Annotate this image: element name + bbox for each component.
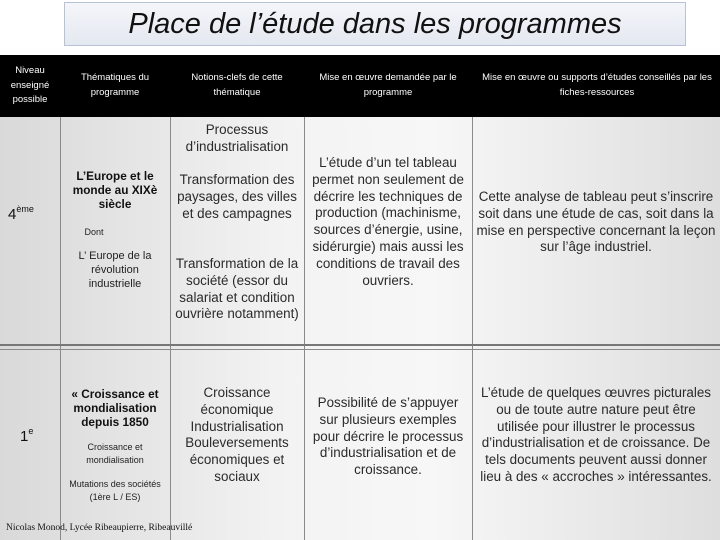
notions-1ere: Croissance économique Industrialisation Bouleversements économiques et sociaux — [185, 385, 289, 484]
notion-transformation-societe: Transformation de la société (essor du salariat et condition ouvrière notamment) — [175, 256, 299, 322]
theme-europe-revolution: L’ Europe de la révolution industrielle — [78, 250, 152, 290]
page-title: Place de l’étude dans les programmes — [128, 7, 622, 40]
table-header — [0, 55, 720, 117]
header-level: Niveau enseigné possible — [10, 64, 50, 106]
theme-europe-monde: L’Europe et le monde au XIXè siècle — [72, 169, 158, 211]
implementation-4eme: L’étude d’un tel tableau permet non seulement de décrire les techniques de production (machinisme, sources d’énergie, usine, sidérurgie) mais aussi les conditions de travail des ouvriers. — [312, 155, 464, 288]
supports-1ere: L’étude de quelques œuvres picturales ou de toute autre nature peut être utilisée pour illustrer le processus d’industrialisation et de croissance. De tels documents peuvent aussi donner lieu à des « accroches » intéressantes. — [480, 385, 712, 484]
level-1ere: 1e — [20, 426, 34, 445]
column-divider — [170, 117, 171, 540]
footer-credit: Nicolas Monod, Lycée Ribeaupierre, Ribeauvillé — [6, 523, 193, 533]
header-notions: Notions-clefs de cette thématique — [191, 72, 283, 98]
title-box — [64, 2, 686, 46]
header-supports: Mise en œuvre ou supports d’études conseillés par les fiches-ressources — [482, 72, 712, 98]
header-implementation: Mise en œuvre demandée par le programme — [319, 72, 457, 98]
implementation-1ere: Possibilité de s’appuyer sur plusieurs exemples pour décrire le processus d’industrialisation et de croissance. — [312, 395, 464, 478]
notion-transformation-paysages: Transformation des paysages, des villes et des campagnes — [177, 172, 297, 221]
theme-dont: Dont — [84, 227, 104, 237]
column-divider — [472, 117, 473, 540]
header-themes: Thématiques du programme — [80, 72, 150, 98]
column-divider — [60, 117, 61, 540]
notion-processus: Processus d’industrialisation — [185, 122, 289, 154]
level-4eme: 4ème — [8, 204, 34, 223]
theme-croissance-small: Croissance et mondialisation — [86, 442, 144, 465]
theme-croissance-mondialisation: « Croissance et mondialisation depuis 1850 — [71, 387, 159, 429]
theme-mutations: Mutations des sociétés (1ère L / ES) — [69, 479, 161, 502]
row-divider — [0, 349, 720, 350]
supports-4eme: Cette analyse de tableau peut s’inscrire soit dans une étude de cas, soit dans la mise en perspective concernant la leçon sur l’âge industriel. — [476, 189, 716, 255]
row-divider — [0, 344, 720, 346]
column-divider — [304, 117, 305, 540]
